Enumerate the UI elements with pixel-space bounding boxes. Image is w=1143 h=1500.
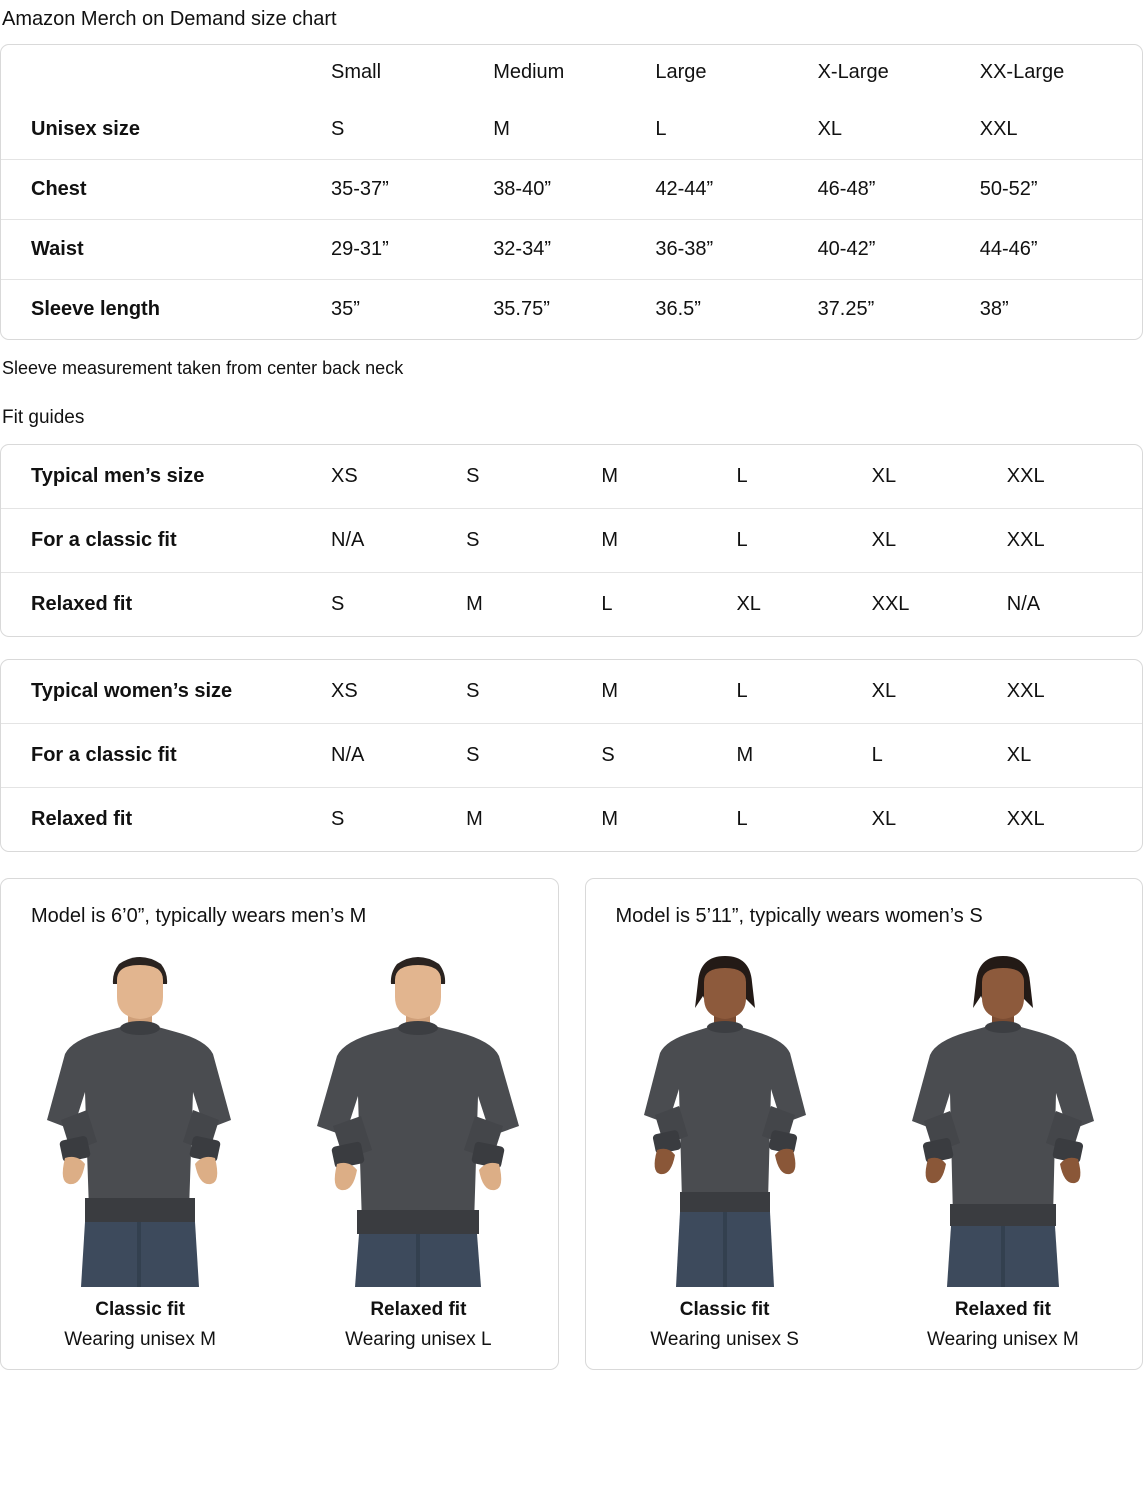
size-chart-table <box>1 45 1142 339</box>
cell-sleeve-small: 35” <box>331 298 360 320</box>
womens-relaxed-fit-wearing: Wearing unisex M <box>927 1329 1079 1350</box>
cell-unisex-xlarge: XL <box>818 100 980 160</box>
row-label-womens-relaxed-fit: Relaxed fit <box>31 808 133 830</box>
row-label-mens-relaxed-fit: Relaxed fit <box>31 593 133 615</box>
cell-womens-typical-3: M <box>601 660 736 724</box>
row-label-sleeve-length: Sleeve length <box>31 298 160 320</box>
cell-womens-classic-6: XL <box>1007 724 1142 788</box>
cell-waist-xxlarge: 44-46” <box>980 220 1142 280</box>
cell-unisex-large: L <box>655 100 817 160</box>
cell-mens-classic-6: XXL <box>1007 509 1142 573</box>
mens-model-heading: Model is 6’0”, typically wears men’s M <box>31 905 367 927</box>
table-row <box>1 788 1142 852</box>
table-row <box>1 509 1142 573</box>
cell-mens-typical-1: XS <box>331 445 466 509</box>
cell-chest-xlarge: 46-48” <box>818 160 980 220</box>
mens-classic-fit-wearing: Wearing unisex M <box>64 1329 216 1350</box>
male-model-classic-illustration <box>25 942 255 1287</box>
womens-relaxed-fit-figure <box>864 942 1142 1351</box>
table-row <box>1 573 1142 637</box>
cell-mens-typical-2: S <box>466 445 601 509</box>
male-model-relaxed-illustration <box>303 942 533 1287</box>
cell-mens-relaxed-2: M <box>466 593 483 615</box>
cell-mens-typical-5: XL <box>872 445 1007 509</box>
row-label-unisex-size: Unisex size <box>1 100 331 160</box>
female-model-relaxed-illustration <box>888 942 1118 1287</box>
cell-sleeve-xxlarge: 38” <box>979 298 1009 320</box>
cell-womens-relaxed-2: M <box>466 808 483 830</box>
cell-waist-small: 29-31” <box>331 220 493 280</box>
column-header-large: Large <box>655 61 707 83</box>
womens-classic-fit-figure <box>586 942 864 1351</box>
table-row <box>1 280 1142 340</box>
cell-chest-small: 35-37” <box>331 160 493 220</box>
cell-chest-medium: 38-40” <box>493 160 655 220</box>
row-label-womens-classic-fit: For a classic fit <box>1 724 331 788</box>
womens-model-heading: Model is 5’11”, typically wears women’s S <box>615 905 983 927</box>
womens-classic-fit-wearing: Wearing unisex S <box>650 1329 799 1350</box>
cell-womens-relaxed-3: M <box>601 808 618 830</box>
cell-mens-classic-5: XL <box>872 509 1007 573</box>
column-header-xxlarge: XX-Large <box>979 61 1065 83</box>
cell-mens-classic-1: N/A <box>331 509 466 573</box>
table-row <box>1 100 1142 160</box>
cell-womens-classic-3: S <box>601 724 736 788</box>
row-label-mens-classic-fit: For a classic fit <box>1 509 331 573</box>
mens-model-card <box>0 878 559 1370</box>
cell-womens-classic-4: M <box>736 724 871 788</box>
cell-mens-relaxed-6: N/A <box>1006 593 1041 615</box>
fit-guides-label: Fit guides <box>2 407 85 428</box>
cell-waist-large: 36-38” <box>655 220 817 280</box>
womens-fit-table <box>1 660 1142 851</box>
cell-chest-large: 42-44” <box>655 160 817 220</box>
cell-mens-classic-2: S <box>466 509 601 573</box>
mens-relaxed-fit-figure <box>279 942 557 1351</box>
cell-mens-relaxed-3: L <box>601 593 613 615</box>
cell-unisex-medium: M <box>493 100 655 160</box>
cell-mens-relaxed-5: XXL <box>871 593 910 615</box>
cell-womens-relaxed-4: L <box>736 808 748 830</box>
cell-womens-classic-1: N/A <box>331 724 466 788</box>
cell-mens-classic-4: L <box>736 509 871 573</box>
cell-womens-typical-2: S <box>466 660 601 724</box>
cell-womens-relaxed-1: S <box>331 808 345 830</box>
cell-chest-xxlarge: 50-52” <box>980 160 1142 220</box>
table-row <box>1 660 1142 724</box>
cell-womens-typical-1: XS <box>331 660 466 724</box>
sleeve-measurement-note: Sleeve measurement taken from center back neck <box>2 358 404 378</box>
mens-figures <box>1 942 558 1351</box>
mens-classic-fit-figure <box>1 942 279 1351</box>
cell-mens-relaxed-4: XL <box>736 593 761 615</box>
cell-sleeve-medium: 35.75” <box>493 298 550 320</box>
table-row <box>1 160 1142 220</box>
table-row <box>1 220 1142 280</box>
mens-classic-fit-label: Classic fit <box>95 1299 185 1320</box>
cell-waist-xlarge: 40-42” <box>818 220 980 280</box>
table-header-row <box>1 45 1142 100</box>
cell-unisex-xxlarge: XXL <box>980 100 1142 160</box>
cell-unisex-small: S <box>331 100 493 160</box>
mens-fit-table <box>1 445 1142 636</box>
womens-relaxed-fit-label: Relaxed fit <box>954 1299 1051 1320</box>
row-label-typical-mens-size: Typical men’s size <box>1 445 331 509</box>
female-model-classic-illustration <box>610 942 840 1287</box>
table-row <box>1 724 1142 788</box>
womens-fit-card <box>0 659 1143 852</box>
cell-mens-classic-3: M <box>601 509 736 573</box>
column-header-blank <box>1 45 331 100</box>
womens-figures <box>586 942 1143 1351</box>
row-label-waist: Waist <box>1 220 331 280</box>
table-row <box>1 445 1142 509</box>
mens-relaxed-fit-label: Relaxed fit <box>370 1299 467 1320</box>
model-cards-row <box>0 878 1143 1370</box>
cell-sleeve-xlarge: 37.25” <box>817 298 875 320</box>
cell-womens-relaxed-5: XL <box>871 808 897 830</box>
cell-mens-relaxed-1: S <box>331 593 345 615</box>
cell-mens-typical-4: L <box>736 445 871 509</box>
cell-womens-typical-6: XXL <box>1007 660 1142 724</box>
mens-relaxed-fit-wearing: Wearing unisex L <box>345 1329 492 1350</box>
cell-womens-relaxed-6: XXL <box>1006 808 1045 830</box>
cell-mens-typical-6: XXL <box>1007 445 1142 509</box>
row-label-typical-womens-size: Typical women’s size <box>1 660 331 724</box>
column-header-small: Small <box>331 61 382 83</box>
column-header-medium: Medium <box>493 61 565 83</box>
womens-model-card <box>585 878 1143 1370</box>
cell-womens-typical-4: L <box>736 660 871 724</box>
cell-womens-typical-5: XL <box>872 660 1007 724</box>
mens-fit-card <box>0 444 1143 637</box>
column-header-xlarge: X-Large <box>817 61 889 83</box>
cell-womens-classic-2: S <box>466 724 601 788</box>
cell-womens-classic-5: L <box>872 724 1007 788</box>
womens-classic-fit-label: Classic fit <box>679 1299 770 1320</box>
row-label-chest: Chest <box>1 160 331 220</box>
cell-sleeve-large: 36.5” <box>655 298 701 320</box>
page-title: Amazon Merch on Demand size chart <box>2 8 337 30</box>
cell-waist-medium: 32-34” <box>493 220 655 280</box>
cell-mens-typical-3: M <box>601 445 736 509</box>
table-spacer <box>0 637 1143 659</box>
size-chart-card <box>0 44 1143 340</box>
